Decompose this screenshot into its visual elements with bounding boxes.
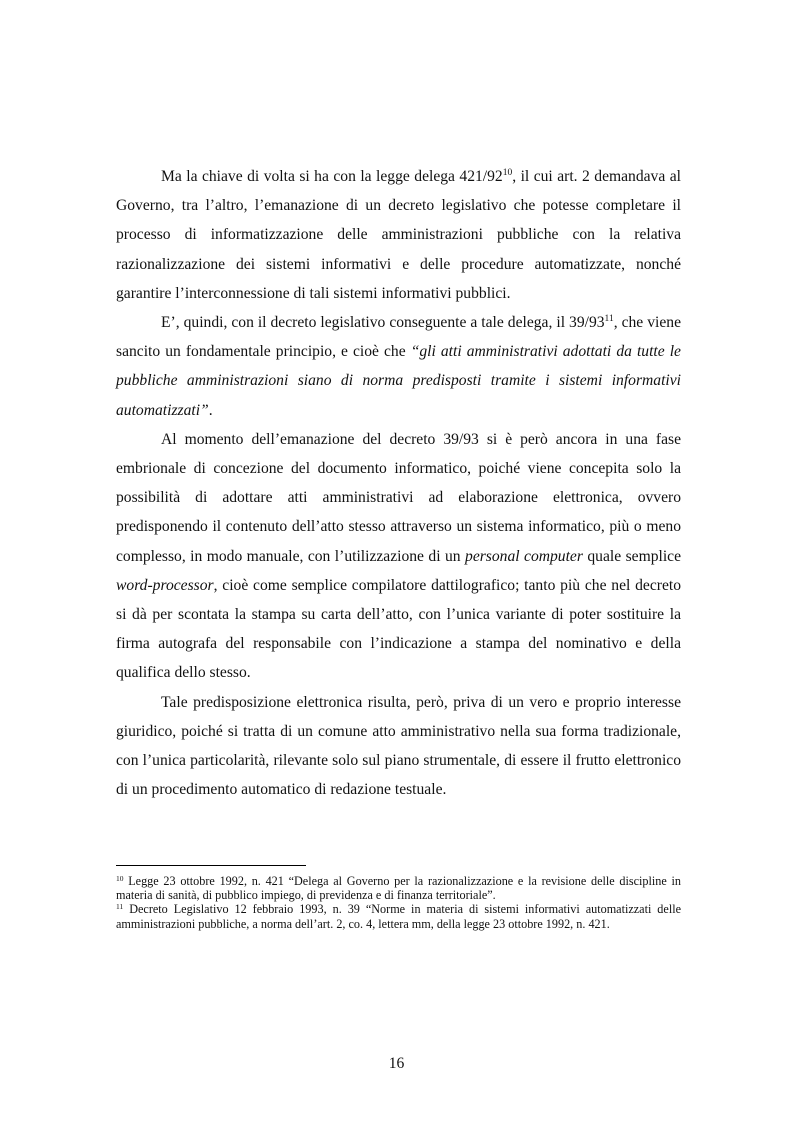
emphasis: personal computer [465,547,583,565]
quotation: “gli atti amministrativi adottati da tutte le pubbliche amministrazioni siano di norma predisposti tramite i sistemi informativi automatizzati” [116,343,681,419]
footnote-ref-11[interactable]: 11 [604,314,614,325]
body-text [116,162,681,804]
paragraph: Al momento dell’emanazione del decreto 39/93 si è però ancora in una fase embrionale di concezione del documento informatico, poiché viene concepita solo la possibilità di adottare atti amministrativi ad elaborazione elettronica, ovvero predisponendo il contenuto dell’atto stesso attraverso un sistema informatico, più o meno complesso, in modo manuale, con l’utilizzazione di un personal computer quale semplice word-processor, cioè come semplice compilatore dattilografico; tanto più che nel decreto si dà per scontata la stampa su carta dell’atto, con l’unica variante di poter sostituire la firma autografa del responsabile con l’indicazione a stampa del nominativo e della qualifica dello stesso. [116,430,682,682]
footnote-separator [116,865,306,866]
footnotes [116,874,681,931]
footnote: $^{10}$ Legge 23 ottobre 1992, n. 421 “Delega al Governo per la razionalizzazione e la revisione delle discipline in materia di sanità, di pubblico impiego, di previdenza e di finanza territoriale”. [116,874,681,903]
paragraph: Ma la chiave di volta si ha con la legge delega $421/92^{10}$, il cui art. 2 demandava al Governo, tra l’altro, l’emanazione di un decreto legislativo che potesse completare il processo di informatizzazione delle amministrazioni pubbliche con la relativa razionalizzazione dei sistemi informativi e delle procedure automatizzate, nonché garantire l’interconnessione di tali sistemi informativi pubblici. [116,168,681,302]
footnote-number: 11 [116,902,124,912]
footnote: $^{11}$ Decreto Legislativo 12 febbraio 1993, n. 39 “Norme in materia di sistemi informativi automatizzati delle amministrazioni pubbliche, a norma dell’art. 2, co. 4, lettera mm, della legge 23 ottobre 1992, n. 421. [116,902,681,931]
paragraph: Tale predisposizione elettronica risulta, però, priva di un vero e proprio interesse giuridico, poiché si tratta di un comune atto amministrativo nella sua forma tradizionale, con l’unica particolarità, rilevante solo sul piano strumentale, di essere il frutto elettronico di un procedimento automatico di redazione testuale. [116,693,681,799]
page-number: 16 [388,1055,405,1072]
paragraph: E’, quindi, con il decreto legislativo conseguente a tale delega, il $39/93^{11}$, che viene sancito un fondamentale principio, e cioè che “gli atti amministrativi adottati da tutte le pubbliche amministrazioni siano di norma predisposti tramite i sistemi informativi automatizzati”. [116,314,681,419]
emphasis: word-processor [116,576,214,594]
footnote-number: 10 [116,874,124,883]
footnote-ref-10[interactable]: 10 [502,168,513,178]
